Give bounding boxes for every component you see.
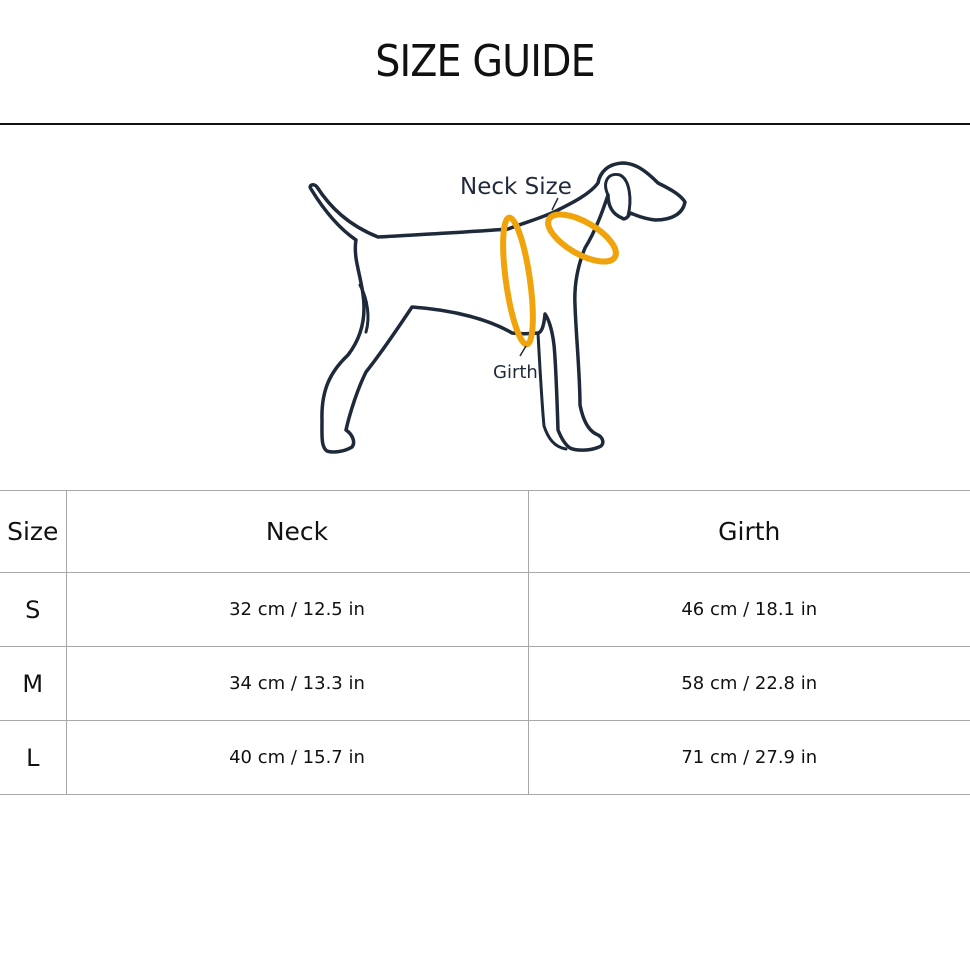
neck-size-label: Neck Size bbox=[460, 174, 572, 200]
table-row bbox=[0, 647, 970, 721]
dog-measurement-figure bbox=[290, 150, 700, 470]
title-divider bbox=[0, 123, 970, 125]
size-cell: M bbox=[0, 647, 66, 721]
girth-label-leader bbox=[520, 346, 526, 356]
neck-cell: 40 cm / 15.7 in bbox=[66, 721, 528, 795]
girth-label: Girth bbox=[493, 362, 538, 383]
size-column-header: Size bbox=[0, 491, 66, 573]
size-cell: L bbox=[0, 721, 66, 795]
size-cell: S bbox=[0, 573, 66, 647]
size-table bbox=[0, 490, 970, 795]
table-header-row bbox=[0, 491, 970, 573]
table-row bbox=[0, 721, 970, 795]
neck-cell: 34 cm / 13.3 in bbox=[66, 647, 528, 721]
girth-cell: 46 cm / 18.1 in bbox=[528, 573, 970, 647]
page-title: SIZE GUIDE bbox=[375, 36, 595, 87]
neck-cell: 32 cm / 12.5 in bbox=[66, 573, 528, 647]
neck-column-header: Neck bbox=[66, 491, 528, 573]
girth-column-header: Girth bbox=[528, 491, 970, 573]
table-row bbox=[0, 573, 970, 647]
dog-outline-icon bbox=[290, 150, 700, 470]
girth-cell: 58 cm / 22.8 in bbox=[528, 647, 970, 721]
girth-cell: 71 cm / 27.9 in bbox=[528, 721, 970, 795]
